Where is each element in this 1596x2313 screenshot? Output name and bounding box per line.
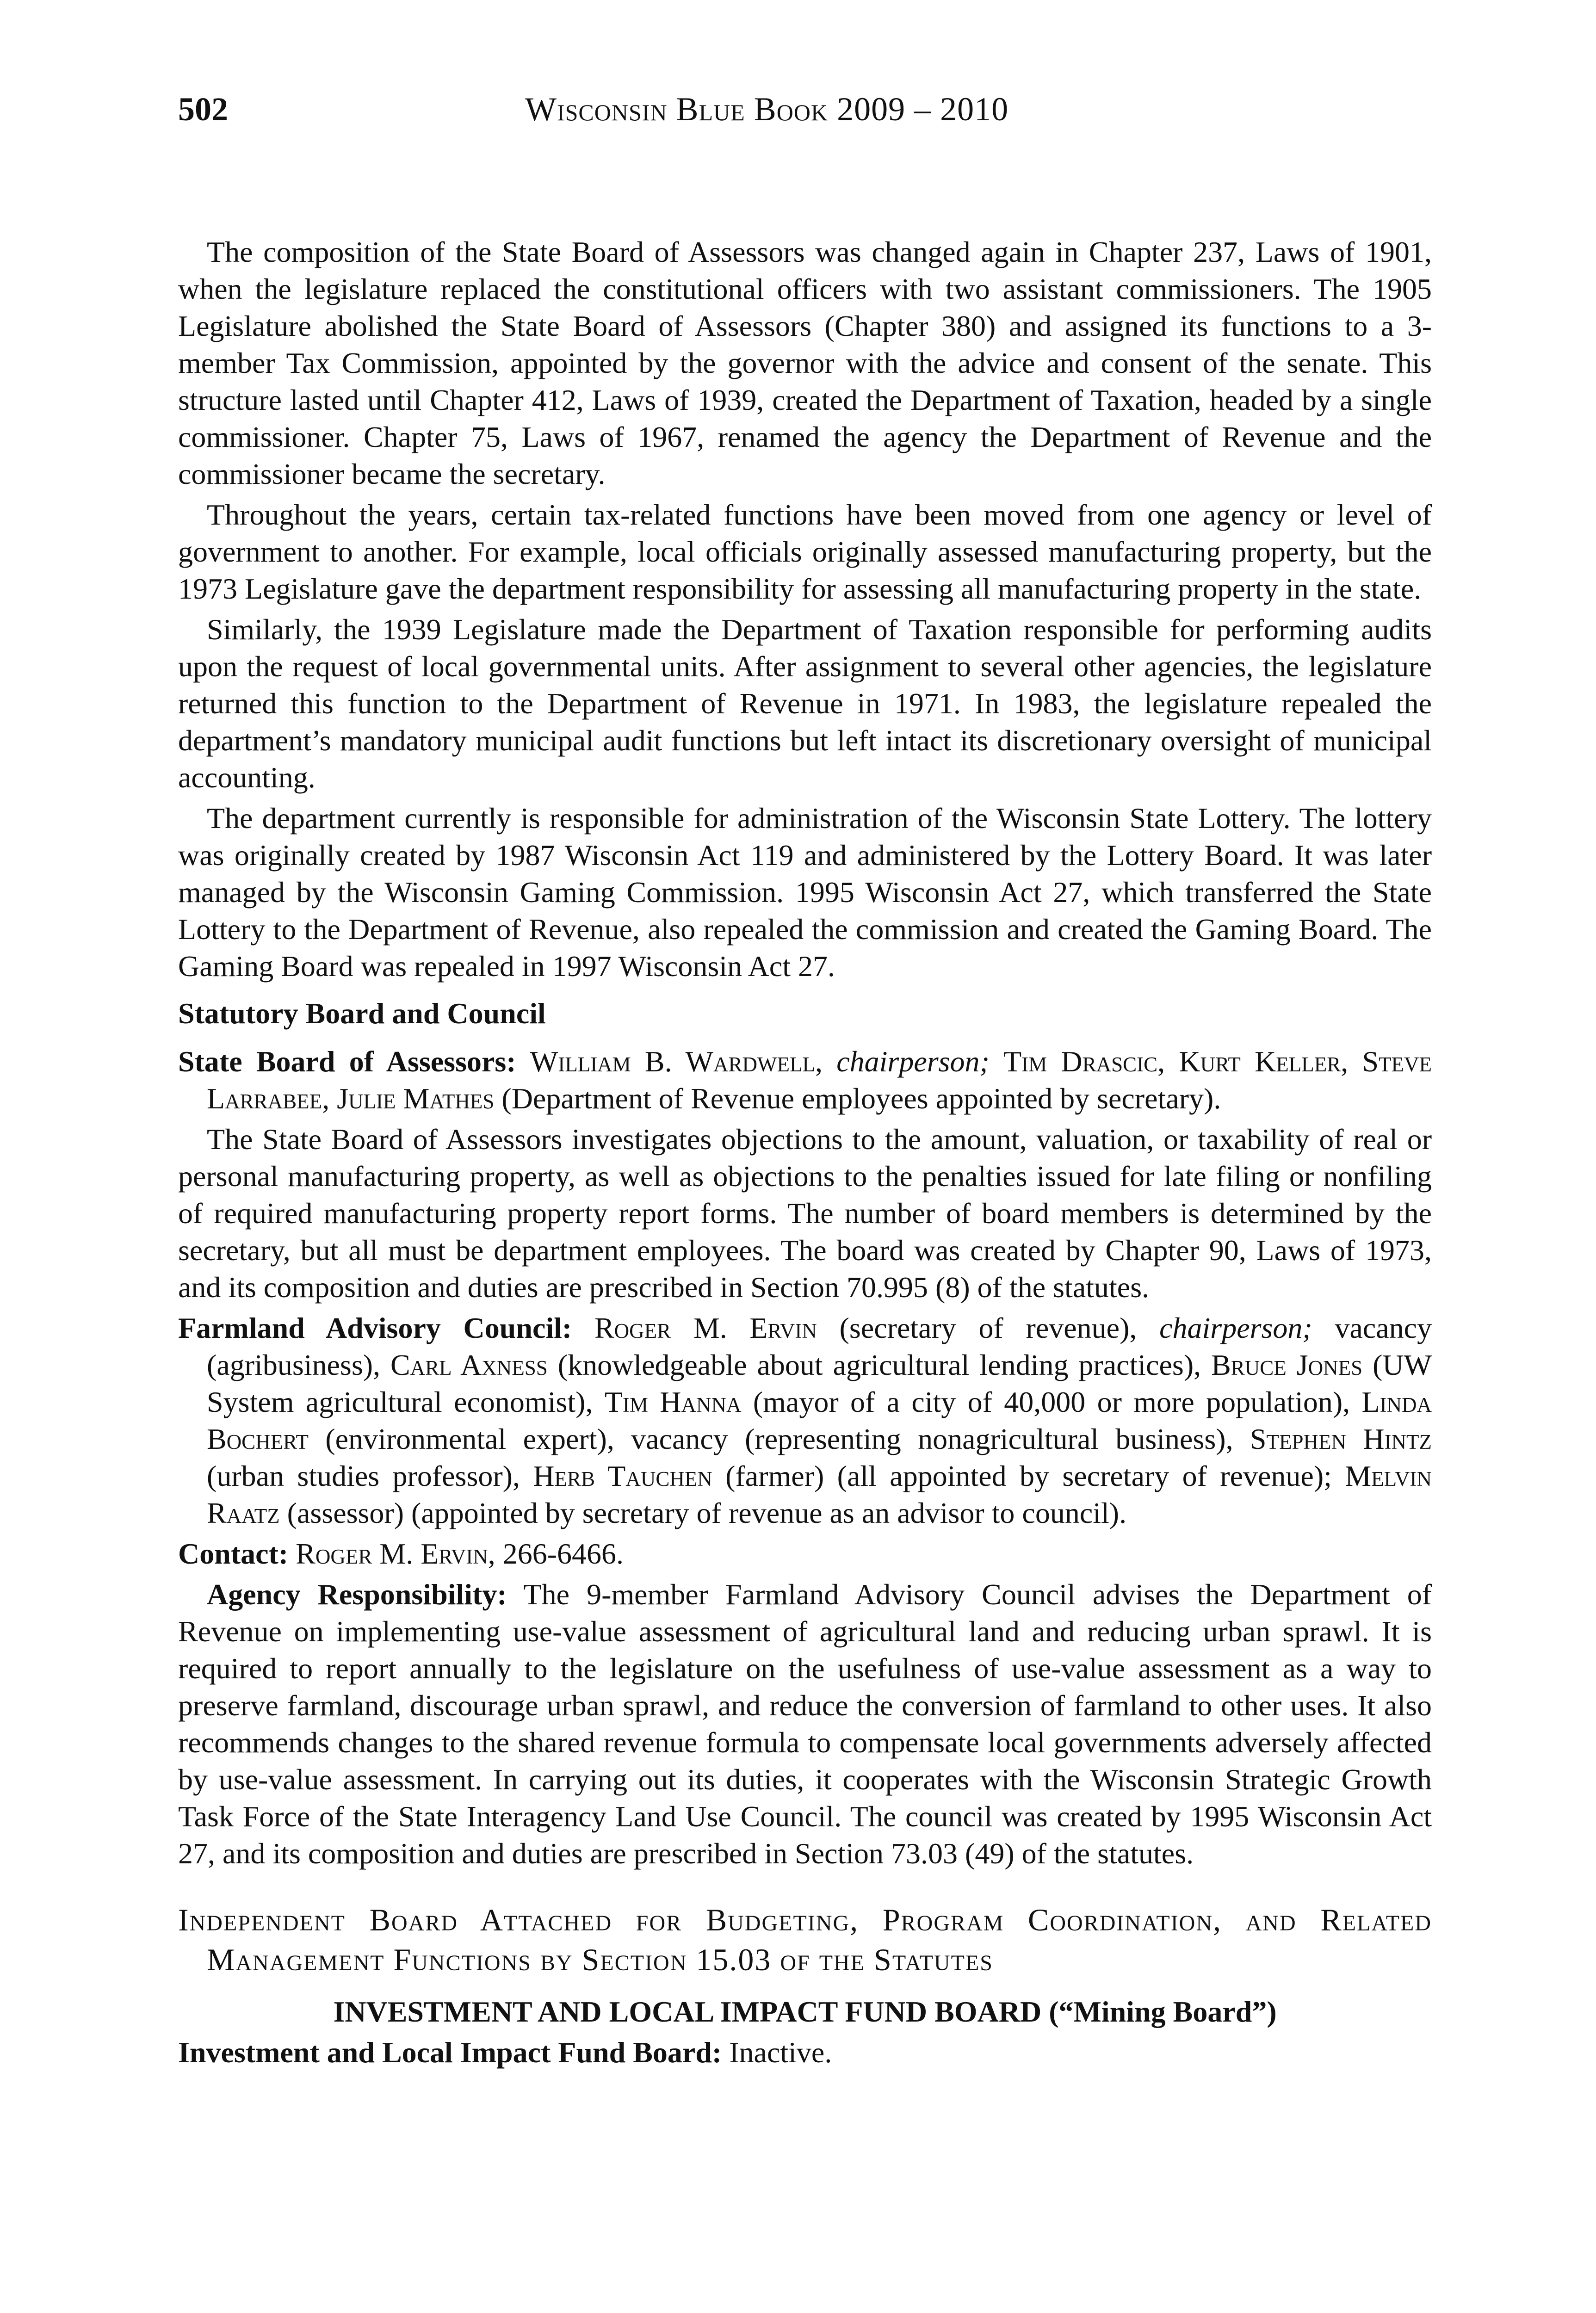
running-head [178, 90, 1427, 141]
statutory-heading: Statutory Board and Council [178, 997, 546, 1030]
agency-responsibility [178, 1576, 1432, 1872]
paragraph-audits: Similarly, the 1939 Legislature made the Department of Taxation responsible for performing audits upon the request of local governmental units. After assignment to several other agencies, the legislature returned this function to the Department of Revenue in 1971. In 1983, the legislature repealed the department’s mandatory municipal audit functions but left intact its discretionary oversight of municipal accounting. [178, 613, 1432, 794]
board-of-assessors-members [178, 1043, 1432, 1117]
board-of-assessors-description: The State Board of Assessors investigates objections to the amount, valuation, or taxability of real or personal manufacturing property, as well as objections to the penalties issued for late filing or nonfiling of required manufacturing property report forms. The number of board members is determined by the secretary, but all must be department employees. The board was created by Chapter 90, Laws of 1973, and its composition and duties are prescribed in Section 70.995 (8) of the statutes. [178, 1123, 1432, 1304]
member-name: Melvin Raatz [207, 1460, 1432, 1529]
agency-responsibility-label: Agency Responsibility: [207, 1578, 507, 1611]
member-name: Roger M. Ervin [594, 1311, 817, 1344]
member-name: Tim Hanna [604, 1385, 742, 1418]
member-name: Stephen Hintz [1250, 1422, 1432, 1455]
contact-line [178, 1535, 1432, 1572]
paragraph-lottery: The department currently is responsible for administration of the Wisconsin State Lottery. The lottery was originally created by 1987 Wisconsin Act 119 and administered by the Lottery Board. It was later managed by the Wisconsin Gaming Commission. 1995 Wisconsin Act 27, which transferred the State Lottery to the Department of Revenue, also repealed the commission and created the Gaming Board. The Gaming Board was repealed in 1997 Wisconsin Act 27. [178, 802, 1432, 983]
contact-phone: 266-6466. [502, 1537, 624, 1570]
mining-board-title: INVESTMENT AND LOCAL IMPACT FUND BOARD (“Mining Board”) [333, 1995, 1277, 2028]
member-note: (farmer) (all appointed by secretary of revenue); [725, 1460, 1332, 1492]
paragraph-functions: Throughout the years, certain tax-related functions have been moved from one agency or level of government to another. For example, local officials originally assessed manufacturing property, but the 1973 Legislature gave the department responsibility for assessing all manufacturing property in the state. [178, 498, 1432, 605]
farmland-council-label: Farmland Advisory Council: [178, 1311, 572, 1344]
independent-board-heading: Independent Board Attached for Budgeting, Program Coordination, and Related Management Functions by Section 15.03 of the Statutes [178, 1902, 1432, 1977]
farmland-council-members [178, 1310, 1432, 1532]
member-note: (mayor of a city of 40,000 or more population), [753, 1385, 1350, 1418]
member-note: (UW System agricultural economist), [207, 1348, 1432, 1418]
member-name: Carl Axness [390, 1348, 548, 1381]
member-note: (urban studies professor), [207, 1460, 520, 1492]
member-role: chairperson; [1159, 1311, 1312, 1344]
board-of-assessors-label: State Board of Assessors: [178, 1045, 516, 1078]
agency-responsibility-text: The 9-member Farmland Advisory Council advises the Department of Revenue on implementing use-value assessment of agricultural land and reducing urban sprawl. It is required to report annually to the legislature on the usefulness of use-value assessment as a way to preserve farmland, discourage urban sprawl, and reduce the conversion of farmland to other uses. It also recommends changes to the shared revenue formula to compensate local governments adversely affected by use-value assessment. In carrying out its duties, it cooperates with the Wisconsin Strategic Growth Task Force of the State Interagency Land Use Council. The council was created by 1995 Wisconsin Act 27, and its composition and duties are prescribed in Section 73.03 (49) of the statutes. [178, 1578, 1432, 1870]
body-text [178, 234, 1432, 2075]
page-number: 502 [178, 91, 228, 128]
mining-board-label: Investment and Local Impact Fund Board: [178, 2036, 722, 2069]
member-name: Herb Tauchen [533, 1460, 712, 1492]
member-note: (knowledgeable about agricultural lending practices), [557, 1348, 1201, 1381]
member-note: (environmental expert), vacancy (representing nonagricultural business), [325, 1422, 1233, 1455]
contact-label: Contact: [178, 1537, 289, 1570]
member-name: William B. Wardwell, [530, 1045, 823, 1078]
paragraph-history: The composition of the State Board of Assessors was changed again in Chapter 237, Laws of 1901, when the legislature replaced the constitutional officers with two assistant commissioners. The 1905 Legislature abolished the State Board of Assessors (Chapter 380) and assigned its functions to a 3-member Tax Commission, appointed by the governor with the advice and consent of the senate. This structure lasted until Chapter 412, Laws of 1939, created the Department of Taxation, headed by a single commissioner. Chapter 75, Laws of 1967, renamed the agency the Department of Revenue and the commissioner became the secretary. [178, 235, 1432, 490]
member-role: chairperson; [836, 1045, 990, 1078]
running-title: Wisconsin Blue Book 2009 – 2010 [525, 91, 1009, 128]
members-note: (Department of Revenue employees appointed by secretary). [501, 1082, 1221, 1115]
member-name: Bruce Jones [1211, 1348, 1363, 1381]
member-names: Tim Drascic, Kurt Keller, Steve Larrabee, Julie Mathes [207, 1045, 1432, 1115]
member-note: (assessor) (appointed by secretary of revenue as an advisor to council). [287, 1497, 1127, 1529]
mining-board-status-text: Inactive. [729, 2036, 832, 2069]
member-name: Linda Bochert [207, 1385, 1432, 1455]
member-note: (secretary of revenue), [839, 1311, 1137, 1344]
member-note: vacancy (agribusiness), [207, 1311, 1432, 1381]
contact-name: Roger M. Ervin, [296, 1537, 495, 1570]
mining-board-status [178, 2034, 1432, 2071]
